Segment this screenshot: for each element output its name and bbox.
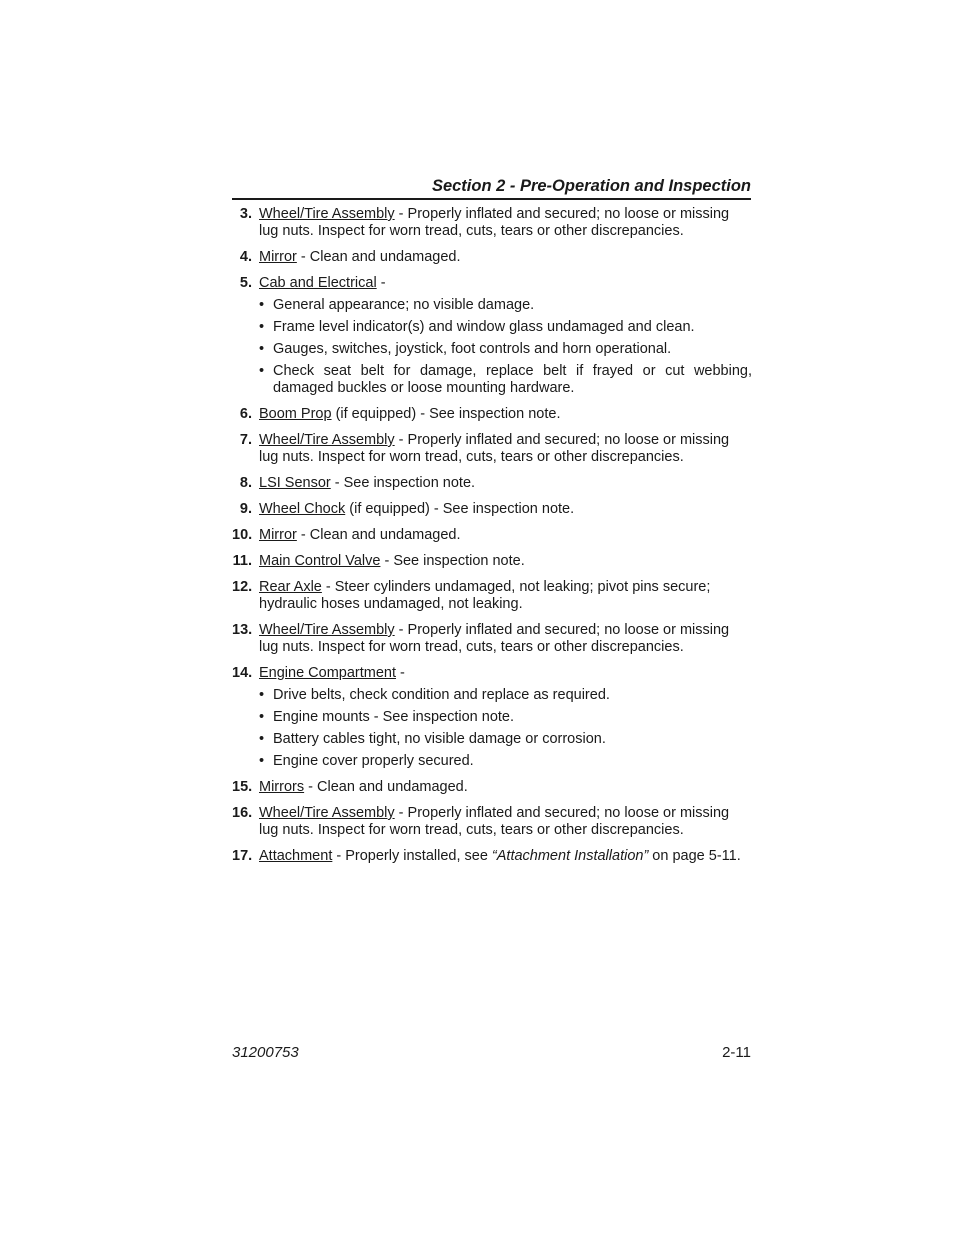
document-number: 31200753 — [232, 1044, 299, 1061]
list-item — [232, 275, 752, 397]
item-text: - Properly inflated and secured; no loose or missing lug nuts. Inspect for worn tread, cuts, tears or other discrepancies. — [259, 432, 730, 465]
item-text: (if equipped) - See inspection note. — [345, 501, 575, 517]
item-text: - — [376, 275, 386, 291]
bullet-text: Gauges, switches, joystick, foot controls and horn operational. — [273, 341, 672, 357]
list-item — [232, 665, 752, 770]
item-number: 14. — [232, 665, 253, 681]
item-text-suffix: on page 5-11. — [648, 848, 741, 864]
item-number: 12. — [232, 579, 253, 595]
item-text: (if equipped) - See inspection note. — [331, 406, 561, 422]
bullet-text: Drive belts, check condition and replace as required. — [273, 687, 610, 703]
bullet-icon: • — [259, 363, 265, 379]
item-number: 13. — [232, 622, 253, 638]
item-term: Wheel/Tire Assembly — [259, 805, 395, 821]
item-text: - Properly inflated and secured; no loose or missing lug nuts. Inspect for worn tread, cuts, tears or other discrepancies. — [259, 622, 730, 655]
item-number: 8. — [239, 475, 252, 491]
item-term: Boom Prop — [259, 406, 332, 422]
item-text: - Clean and undamaged. — [304, 779, 468, 795]
list-item — [232, 432, 752, 466]
item-number: 9. — [239, 501, 252, 517]
item-text: - Properly inflated and secured; no loose or missing lug nuts. Inspect for worn tread, cuts, tears or other discrepancies. — [259, 805, 730, 838]
page-number: 2-11 — [722, 1044, 751, 1061]
cross-reference: “Attachment Installation” — [491, 848, 649, 864]
item-text: - Properly inflated and secured; no loose or missing lug nuts. Inspect for worn tread, cuts, tears or other discrepancies. — [259, 206, 730, 239]
item-term: Wheel/Tire Assembly — [259, 206, 395, 222]
list-item — [232, 206, 752, 240]
item-text: - Clean and undamaged. — [296, 249, 461, 265]
item-text: - Clean and undamaged. — [296, 527, 461, 543]
bullet-icon: • — [259, 709, 265, 725]
list-item — [232, 249, 752, 266]
item-term: Wheel/Tire Assembly — [259, 622, 395, 638]
item-term: Attachment — [259, 848, 333, 864]
item-text: - Steer cylinders undamaged, not leaking; pivot pins secure; hydraulic hoses undamaged, not leaking. — [259, 579, 711, 612]
bullet-item — [259, 753, 752, 770]
bullet-text: Engine mounts - See inspection note. — [273, 709, 515, 725]
item-text: - See inspection note. — [380, 553, 525, 569]
bullet-icon: • — [259, 297, 265, 313]
item-text: - — [396, 665, 405, 681]
item-number: 11. — [232, 553, 252, 569]
item-number: 4. — [239, 249, 252, 265]
item-text: - Properly installed, see — [332, 848, 492, 864]
bullet-list — [259, 297, 752, 397]
item-number: 15. — [232, 779, 253, 795]
section-header: Section 2 - Pre-Operation and Inspection — [232, 176, 751, 200]
bullet-icon: • — [259, 753, 265, 769]
list-item — [232, 527, 752, 544]
item-number: 7. — [239, 432, 252, 448]
item-term: Mirrors — [259, 779, 305, 795]
bullet-item — [259, 319, 752, 336]
bullet-item — [259, 341, 752, 358]
list-item — [232, 406, 752, 423]
bullet-text: Check seat belt for damage, replace belt if frayed or cut webbing, damaged buckles or loose mounting hardware. — [273, 363, 752, 396]
bullet-item — [259, 363, 752, 397]
bullet-text: Engine cover properly secured. — [273, 753, 474, 769]
bullet-text: General appearance; no visible damage. — [273, 297, 535, 313]
item-term: LSI Sensor — [259, 475, 331, 491]
bullet-item — [259, 297, 752, 314]
list-item — [232, 622, 752, 656]
item-term: Main Control Valve — [259, 553, 381, 569]
bullet-item — [259, 731, 752, 748]
item-term: Wheel Chock — [259, 501, 346, 517]
bullet-text: Frame level indicator(s) and window glass undamaged and clean. — [273, 319, 695, 335]
item-term: Mirror — [259, 527, 297, 543]
list-item — [232, 805, 752, 839]
item-term: Cab and Electrical — [259, 275, 377, 291]
bullet-item — [259, 709, 752, 726]
bullet-text: Battery cables tight, no visible damage or corrosion. — [273, 731, 606, 747]
list-item — [232, 848, 752, 865]
bullet-icon: • — [259, 341, 265, 357]
inspection-list — [232, 206, 752, 874]
list-item — [232, 779, 752, 796]
item-number: 3. — [239, 206, 252, 222]
list-item — [232, 475, 752, 492]
item-number: 5. — [239, 275, 252, 291]
bullet-icon: • — [259, 687, 265, 703]
bullet-list — [259, 687, 752, 770]
item-term: Rear Axle — [259, 579, 322, 595]
item-term: Wheel/Tire Assembly — [259, 432, 395, 448]
item-text: - See inspection note. — [330, 475, 476, 491]
item-number: 10. — [232, 527, 253, 543]
list-item — [232, 553, 752, 570]
bullet-icon: • — [259, 731, 265, 747]
bullet-icon: • — [259, 319, 265, 335]
item-term: Mirror — [259, 249, 297, 265]
bullet-item — [259, 687, 752, 704]
item-number: 17. — [232, 848, 253, 864]
list-item — [232, 579, 752, 613]
item-term: Engine Compartment — [259, 665, 397, 681]
item-number: 6. — [239, 406, 252, 422]
list-item — [232, 501, 752, 518]
item-number: 16. — [232, 805, 253, 821]
